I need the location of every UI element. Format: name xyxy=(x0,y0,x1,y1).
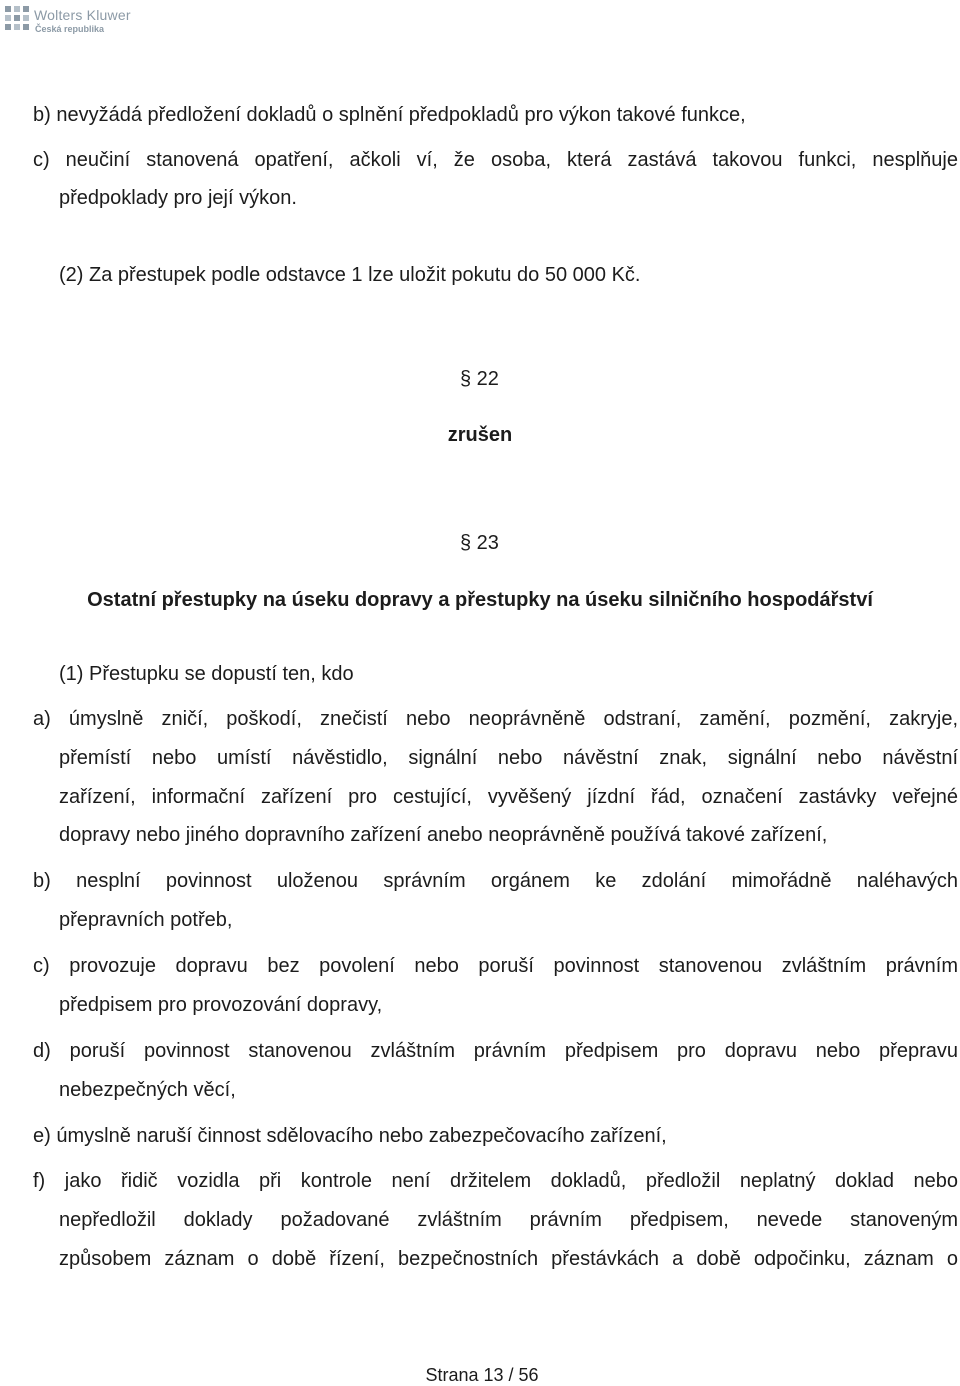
publisher-logo xyxy=(4,3,154,37)
text-line: c) provozuje dopravu bez povolení nebo poruší povinnost stanovenou zvláštním právním xyxy=(33,955,958,977)
text-line: předpisem pro provozování dopravy, xyxy=(59,994,383,1016)
text-line: dopravy nebo jiného dopravního zařízení anebo neoprávněně používá takové zařízení, xyxy=(59,824,828,846)
section-title: Ostatní přestupky na úseku dopravy a přestupky na úseku silničního hospodářství xyxy=(87,589,873,611)
page-number: Strana 13 / 56 xyxy=(425,1365,539,1385)
wolters-kluwer-logo-icon xyxy=(4,5,30,31)
text-line: c) neučiní stanovená opatření, ačkoli ví, že osoba, která zastává takovou funkci, nesplňuje xyxy=(33,149,958,171)
text-line: předpoklady pro její výkon. xyxy=(59,187,297,209)
text-line: e) úmyslně naruší činnost sdělovacího nebo zabezpečovacího zařízení, xyxy=(33,1125,667,1147)
section-number: § 23 xyxy=(460,532,499,554)
paragraph-intro: (1) Přestupku se dopustí ten, kdo xyxy=(59,663,354,685)
section-title: zrušen xyxy=(447,424,513,446)
text-line: d) poruší povinnost stanovenou zvláštním právním předpisem pro dopravu nebo přepravu xyxy=(33,1040,958,1062)
text-line: způsobem záznam o době řízení, bezpečnostních přestávkách a době odpočinku, záznam o xyxy=(59,1248,958,1270)
logo-subtitle: Česká republika xyxy=(35,24,105,34)
text-line: f) jako řidič vozidla při kontrole není držitelem dokladů, předložil neplatný doklad nebo xyxy=(33,1170,958,1192)
text-line: přepravních potřeb, xyxy=(59,909,233,931)
text-line: a) úmyslně zničí, poškodí, znečistí nebo neoprávněně odstraní, zamění, pozmění, zakryje, xyxy=(33,708,958,730)
text-line: b) nesplní povinnost uloženou správním orgánem ke zdolání mimořádně naléhavých xyxy=(33,870,958,892)
section-number: § 22 xyxy=(460,368,499,390)
text-line: nepředložil doklady požadované zvláštním právním předpisem, nevede stanoveným xyxy=(59,1209,958,1231)
text-line: přemístí nebo umístí návěstidlo, signální nebo návěstní znak, signální nebo návěstní xyxy=(59,747,958,769)
logo-name: Wolters Kluwer xyxy=(34,7,131,23)
text-line: b) nevyžádá předložení dokladů o splnění předpokladů pro výkon takové funkce, xyxy=(33,104,746,126)
text-line: (2) Za přestupek podle odstavce 1 lze uložit pokutu do 50 000 Kč. xyxy=(59,264,641,286)
text-line: zařízení, informační zařízení pro cestující, vyvěšený jízdní řád, označení zastávky veřejné xyxy=(59,786,958,808)
text-line: nebezpečných věcí, xyxy=(59,1079,236,1101)
